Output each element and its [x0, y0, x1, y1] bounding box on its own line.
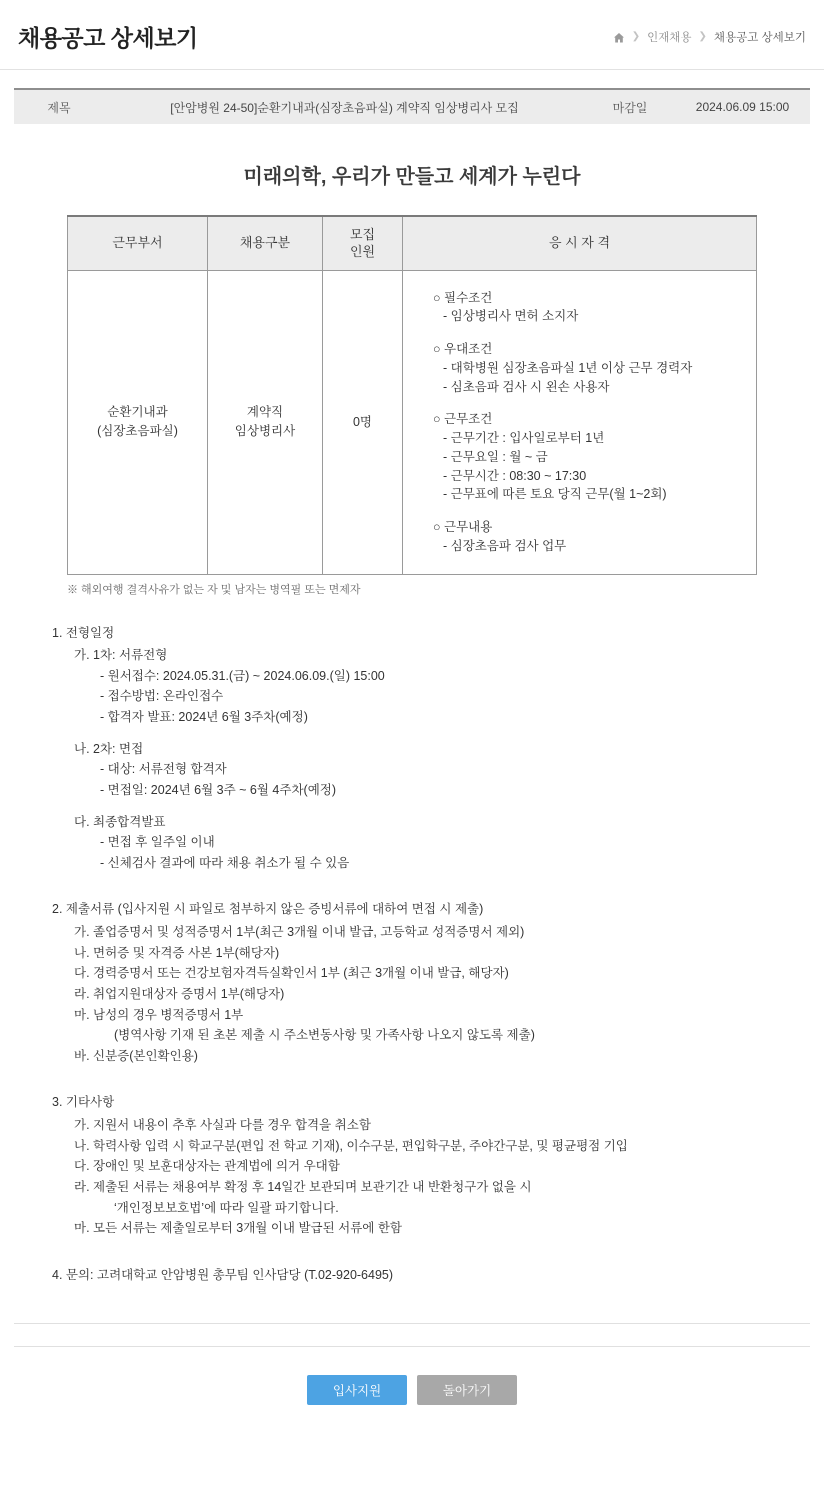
section-subheading: 가. 지원서 내용이 추후 사실과 다를 경우 합격을 취소함 [74, 1118, 371, 1132]
section-documents [52, 899, 772, 1066]
qualification-group-preferred [433, 340, 742, 396]
home-icon[interactable] [613, 32, 625, 44]
section-title: 2. 제출서류 (입사지원 시 파일로 첨부하지 않은 증빙서류에 대하여 면접 시 제출) [52, 902, 484, 917]
cell-headcount: 0명 [323, 270, 403, 574]
meta-title-value: [안암병원 24-50]순환기내과(심장초음파실) 계약직 임상병리사 모집 [170, 100, 519, 115]
section-contact [52, 1265, 772, 1286]
qualification-group-conditions [433, 410, 742, 504]
posting-sections [52, 623, 772, 1286]
section-line: - 신체검사 결과에 따라 채용 취소가 될 수 있음 [100, 855, 350, 870]
header-divider [0, 69, 824, 70]
page-title: 채용공고 상세보기 [18, 25, 198, 51]
section-line: - 합격자 발표: 2024년 6월 3주차(예정) [100, 710, 308, 724]
qualification-item: - 근무표에 따른 토요 당직 근무(월 1~2회) [443, 487, 667, 502]
meta-title-label: 제목 [47, 100, 71, 115]
table-note: ※ 해외여행 결격사유가 없는 자 및 남자는 병역필 또는 면제자 [67, 583, 361, 596]
cell-employment-type-line2: 임상병리사 [234, 424, 296, 438]
qualification-head: ○ 근무내용 [433, 520, 493, 534]
back-button[interactable]: 돌아가기 [417, 1375, 517, 1405]
cell-department-line1: 순환기내과 [107, 405, 168, 420]
qualification-item: - 근무요일 : 월 ~ 금 [443, 449, 548, 464]
section-subheading: 바. 신분증(본인확인용) [74, 1048, 198, 1063]
posting-meta-bar [14, 88, 810, 124]
column-header-department: 근무부서 [68, 216, 208, 270]
column-header-headcount-line1: 모집 [349, 226, 376, 242]
action-buttons [0, 1347, 824, 1445]
job-detail-table [67, 215, 757, 575]
section-line: (병역사항 기재 된 초본 제출 시 주소변동사항 및 가족사항 나오지 않도록 제출) [114, 1028, 535, 1043]
table-row [68, 270, 757, 574]
cell-qualifications [403, 270, 757, 574]
section-subheading: 나. 2차: 면접 [74, 741, 144, 756]
qualification-item: - 임상병리사 면허 소지자 [443, 309, 579, 324]
breadcrumb-separator-1: ❯ [631, 31, 641, 42]
page-header [0, 0, 824, 69]
section-line: - 대상: 서류전형 합격자 [100, 762, 227, 777]
breadcrumb-item-0[interactable]: 인재채용 [647, 31, 692, 44]
section-line: - 접수방법: 온라인접수 [100, 689, 224, 704]
column-header-employment-type: 채용구분 [208, 216, 323, 270]
breadcrumb [613, 29, 806, 45]
section-subheading: 라. 제출된 서류는 채용여부 확정 후 14일간 보관되며 보관기간 내 반환청구가 없을 시 [74, 1179, 532, 1194]
section-title: 1. 전형일정 [52, 625, 115, 640]
section-subheading: 다. 최종합격발표 [74, 814, 166, 829]
section-subheading: 마. 모든 서류는 제출일로부터 3개월 이내 발급된 서류에 한함 [74, 1221, 403, 1236]
qualification-group-duties [433, 518, 742, 556]
cell-department-line2: (심장초음파실) [97, 424, 178, 438]
column-header-headcount [323, 216, 403, 270]
section-line: - 면접 후 일주일 이내 [100, 835, 215, 850]
section-subheading: 나. 면허증 및 자격증 사본 1부(해당자) [74, 945, 280, 960]
footer-divider-top [14, 1323, 810, 1324]
qualification-item: - 근무시간 : 08:30 ~ 17:30 [443, 468, 587, 483]
meta-deadline-value: 2024.06.09 15:00 [695, 100, 790, 114]
section-subheading: 마. 남성의 경우 병적증명서 1부 [74, 1007, 244, 1022]
section-title: 3. 기타사항 [52, 1095, 115, 1110]
section-line: - 면접일: 2024년 6월 3주 ~ 6월 4주차(예정) [100, 782, 337, 797]
slogan: 미래의학, 우리가 만들고 세계가 누린다 [243, 166, 581, 188]
qualification-group-required [433, 289, 742, 327]
spacer [52, 728, 772, 739]
section-subheading: 가. 1차: 서류전형 [74, 648, 168, 663]
qualification-head: ○ 근무조건 [433, 412, 493, 427]
section-line: ‘개인정보보호법’에 따라 일괄 파기합니다. [114, 1200, 339, 1215]
qualification-head: ○ 우대조건 [433, 342, 493, 356]
meta-deadline-label: 마감일 [612, 100, 648, 115]
qualification-item: - 대학병원 심장초음파실 1년 이상 근무 경력자 [443, 360, 693, 375]
column-header-headcount-line2: 인원 [349, 244, 376, 260]
breadcrumb-item-1: 채용공고 상세보기 [713, 31, 806, 44]
column-header-qualifications: 응 시 자 격 [403, 216, 757, 270]
table-header-row [68, 216, 757, 270]
qualification-item: - 심초음파 검사 시 왼손 사용자 [443, 379, 610, 394]
section-other [52, 1092, 772, 1238]
cell-employment-type [208, 270, 323, 574]
qualification-head: ○ 필수조건 [433, 290, 493, 305]
breadcrumb-separator-2: ❯ [698, 31, 707, 42]
section-line: - 원서접수: 2024.05.31.(금) ~ 2024.06.09.(일) 15:00 [100, 668, 385, 683]
cell-employment-type-line1: 계약직 [246, 405, 284, 420]
section-subheading: 라. 취업지원대상자 증명서 1부(해당자) [74, 986, 285, 1001]
spacer [52, 801, 772, 812]
section-subheading: 다. 경력증명서 또는 건강보험자격득실확인서 1부 (최근 3개월 이내 발급, 해당자) [74, 966, 509, 981]
section-subheading: 가. 졸업증명서 및 성적증명서 1부(최근 3개월 이내 발급, 고등학교 성적증명서 제외) [74, 925, 525, 939]
qualification-item: - 근무기간 : 입사일로부터 1년 [443, 431, 605, 445]
posting-content [0, 160, 824, 1285]
section-schedule [52, 623, 772, 874]
section-title: 4. 문의: 고려대학교 안암병원 총무팀 인사담당 (T.02-920-6495) [52, 1267, 394, 1282]
cell-department [68, 270, 208, 574]
section-subheading: 나. 학력사항 입력 시 학교구분(편입 전 학교 기재), 이수구분, 편입학구분, 주야간구분, 및 평균평점 기입 [74, 1138, 628, 1153]
qualification-item: - 심장초음파 검사 업무 [443, 538, 567, 553]
section-subheading: 다. 장애인 및 보훈대상자는 관계법에 의거 우대함 [74, 1159, 340, 1174]
apply-button[interactable]: 입사지원 [307, 1375, 407, 1405]
